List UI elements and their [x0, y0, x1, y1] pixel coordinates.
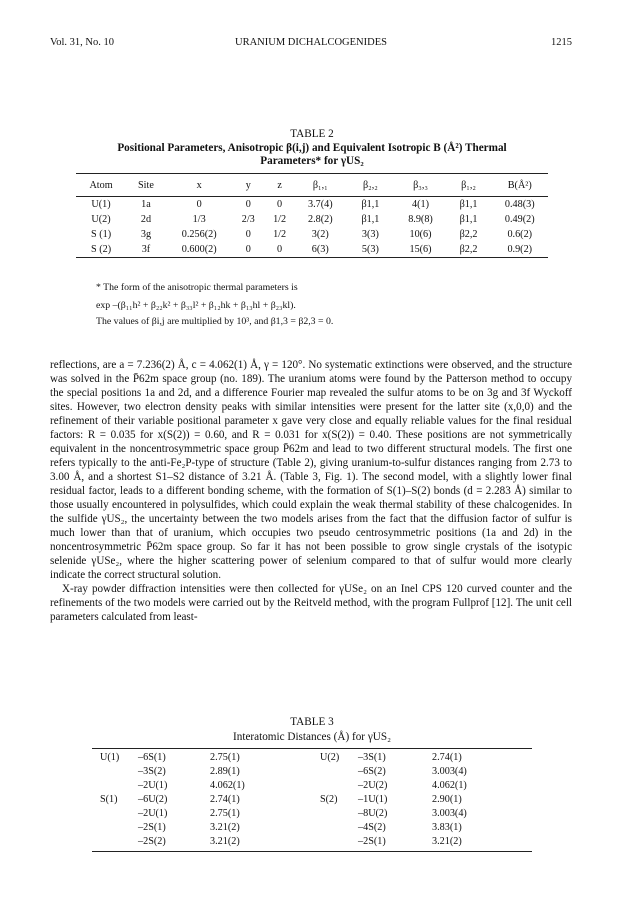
table3-label: TABLE 3: [290, 716, 334, 728]
table-cell: 15(6): [395, 242, 445, 258]
table-cell: 3.21(2): [210, 822, 240, 833]
table3-top-rule: [92, 748, 532, 749]
table2-col-header: β₁,₁: [295, 174, 345, 197]
table-cell: 0.9(2): [492, 242, 549, 258]
table-cell: –6S(1): [138, 752, 166, 763]
journal-volume: Vol. 31, No. 10: [50, 37, 114, 48]
table2-footnote-1: * The form of the anisotropic thermal parameters is: [96, 282, 298, 293]
table-cell: 8.9(8): [408, 214, 433, 225]
table-cell: β2,2: [446, 242, 492, 258]
table3-bottom-rule: [92, 851, 532, 852]
table-cell: β1,1: [459, 214, 478, 225]
table-cell: 3.21(2): [210, 836, 240, 847]
table2-label: TABLE 2: [290, 128, 334, 140]
table-cell: –3S(1): [358, 752, 386, 763]
table-cell: –2S(1): [138, 822, 166, 833]
table-cell: 3.7(4): [307, 199, 333, 210]
page-number: 1215: [551, 37, 572, 48]
table-cell: 3(2): [311, 229, 329, 240]
table-cell: 3.83(1): [432, 822, 462, 833]
table2-col-header: β₃,₃: [395, 174, 445, 197]
table-cell: β1,1: [361, 214, 380, 225]
table-cell: 3g: [140, 229, 152, 240]
table-row: [76, 227, 548, 242]
table2-col-header: z: [264, 174, 295, 197]
table-row: [76, 212, 548, 227]
table-cell: 0.48(3): [504, 199, 535, 210]
table-cell: 0: [245, 199, 251, 210]
table2-caption-line2: Parameters* for γUS₂: [260, 155, 364, 167]
table2-col-header: y: [233, 174, 264, 197]
table-cell: S(2): [320, 794, 338, 805]
paragraph: X-ray powder diffraction intensities were then collected for γUSe₂ on an Inel CPS 120 curved counter and the refinements of the two models were carried out by the Reitveld method, with the program Fullprof [12]. The unit cell parameters calculated from least-: [50, 583, 572, 623]
table-cell: 0: [277, 199, 283, 210]
table-cell: 0.6(2): [507, 229, 533, 240]
table-cell: U(1): [91, 199, 111, 210]
table-cell: 0: [245, 229, 251, 240]
paragraph: reflections, are a = 7.236(2) Å, c = 4.062(1) Å, γ = 120°. No systematic extinctions were observed, and the structure was solved in the P̄62m space group (no. 189). The uranium atoms were found by the Patterson method to occupy the special positions 1a and 2d, and a difference Fourier map revealed the sulfur atoms to be on 3g and 3f Wyckoff sites. However, two electron density peaks with similar intensities were present for the latter site (x,0,0) and the refinement of their variable positional parameter x gave very close and equally reliable values for the final residual factors: R = 0.035 for x(S(2)) = 0.60, and R = 0.031 for x(S(2)) = 0.40. These positions are not symmetrically equivalent in the noncentrosymmetric space group P̄62m and lead to two different structural models. The first one refers typically to the anti-Fe₂P-type of structure (Table 2), giving uranium-to-sulfur distances ranging from 2.73 to 3.00 Å, and a shortest S1–S2 distance of 3.21 Å. (Table 3, Fig. 1). The second model, with a slightly lower final residual factor, leads to a different bonding scheme, with the formation of S(1)–S(2) bonds (d = 2.283 Å) similar to those usually encountered in polysulfides, which could explain the weak thermal stability of these chalcogenides. In the sulfide γUS₂, the uncertainty between the two models arises from the fact that the diffusion factor of sulfur is much lower than that of uranium, which occupies two pseudo centrosymmetric positions (1a and 2d) in the noncentrosymmetric P̄62m space group. So far it has not been possible to grow single crystals of the isotypic selenide γUSe₂, where the higher scattering power of selenium compared to that of sulfur would more clearly indicate the correct structural solution.: [50, 359, 572, 581]
table-row: [92, 822, 532, 836]
table-cell: 3(3): [361, 229, 379, 240]
table2-col-header: B(Å²): [492, 174, 549, 197]
table3-caption: Interatomic Distances (Å) for γUS₂: [233, 731, 391, 743]
table-cell: –2U(1): [138, 780, 168, 791]
table2-header-row: [76, 174, 548, 197]
table-cell: β1,1: [361, 199, 380, 210]
table2-col-header: x: [166, 174, 233, 197]
table-cell: 3.21(2): [432, 836, 462, 847]
table-cell: 1/2: [273, 214, 287, 225]
table-cell: 2.89(1): [210, 766, 240, 777]
table2-footnote-2: exp –(β₁₁h² + β₂₂k² + β₃₃l² + β₁₂hk + β₁₃hl + β₂₃kl).: [96, 300, 296, 311]
table-row: [92, 766, 532, 780]
table-cell: 4(1): [412, 199, 429, 210]
table2-col-header: β₂,₂: [345, 174, 395, 197]
table-row: [92, 794, 532, 808]
table-cell: 2/3: [241, 214, 255, 225]
table-cell: S (2): [76, 242, 126, 258]
table-row: [76, 242, 548, 258]
table-cell: 0: [233, 242, 264, 258]
table-cell: 2.75(1): [210, 752, 240, 763]
table-row: [92, 808, 532, 822]
table-cell: 10(6): [409, 229, 432, 240]
table-cell: 2.90(1): [432, 794, 462, 805]
table-cell: U(2): [91, 214, 111, 225]
table-cell: 6(3): [295, 242, 345, 258]
table-cell: U(2): [320, 752, 340, 763]
table-cell: U(1): [100, 752, 120, 763]
table-row: [76, 197, 548, 213]
table-cell: 0.49(2): [504, 214, 535, 225]
table2-caption: [62, 142, 562, 168]
running-title: URANIUM DICHALCOGENIDES: [235, 37, 387, 48]
table-cell: 4.062(1): [432, 780, 467, 791]
table-cell: β1,1: [459, 199, 478, 210]
table-cell: S (1): [91, 229, 112, 240]
body-text: [50, 358, 572, 624]
table-cell: 1a: [141, 199, 151, 210]
table2-caption-line1: Positional Parameters, Anisotropic β(i,j) and Equivalent Isotropic B (Å²) Thermal: [117, 142, 507, 154]
table-row: [92, 780, 532, 794]
table-cell: –6U(2): [138, 794, 168, 805]
table-cell: 2.75(1): [210, 808, 240, 819]
table-row: [92, 752, 532, 766]
table-cell: –2U(1): [138, 808, 168, 819]
table-cell: S(1): [100, 794, 118, 805]
table-cell: –2S(2): [138, 836, 166, 847]
table-cell: 2.74(1): [432, 752, 462, 763]
table-cell: 0: [196, 199, 202, 210]
table-cell: 1/3: [192, 214, 206, 225]
running-header: [50, 37, 572, 53]
table-cell: –6S(2): [358, 766, 386, 777]
table-cell: –1U(1): [358, 794, 388, 805]
table-cell: 0.600(2): [166, 242, 233, 258]
table-cell: 0: [264, 242, 295, 258]
table2: [76, 173, 548, 258]
table-cell: –4S(2): [358, 822, 386, 833]
table-cell: 4.062(1): [210, 780, 245, 791]
table2-col-header: β₁,₂: [446, 174, 492, 197]
table-cell: –8U(2): [358, 808, 388, 819]
table2-footnote-3: The values of βi,j are multiplied by 10³, and β1,3 = β2,3 = 0.: [96, 316, 334, 327]
table-cell: –3S(2): [138, 766, 166, 777]
table2-col-header: Atom: [76, 174, 126, 197]
table-cell: 5(3): [345, 242, 395, 258]
table-cell: 2d: [140, 214, 152, 225]
table3-body: [92, 752, 532, 850]
table-cell: –2U(2): [358, 780, 388, 791]
table-cell: 3f: [126, 242, 166, 258]
table-cell: 2.8(2): [307, 214, 333, 225]
table-cell: β2,2: [459, 229, 478, 240]
table-cell: –2S(1): [358, 836, 386, 847]
table-row: [92, 836, 532, 850]
table-cell: 1/2: [273, 229, 287, 240]
table-cell: 2.74(1): [210, 794, 240, 805]
table-cell: 0.256(2): [181, 229, 217, 240]
table2-col-header: Site: [126, 174, 166, 197]
table-cell: 3.003(4): [432, 808, 467, 819]
table-cell: 3.003(4): [432, 766, 467, 777]
